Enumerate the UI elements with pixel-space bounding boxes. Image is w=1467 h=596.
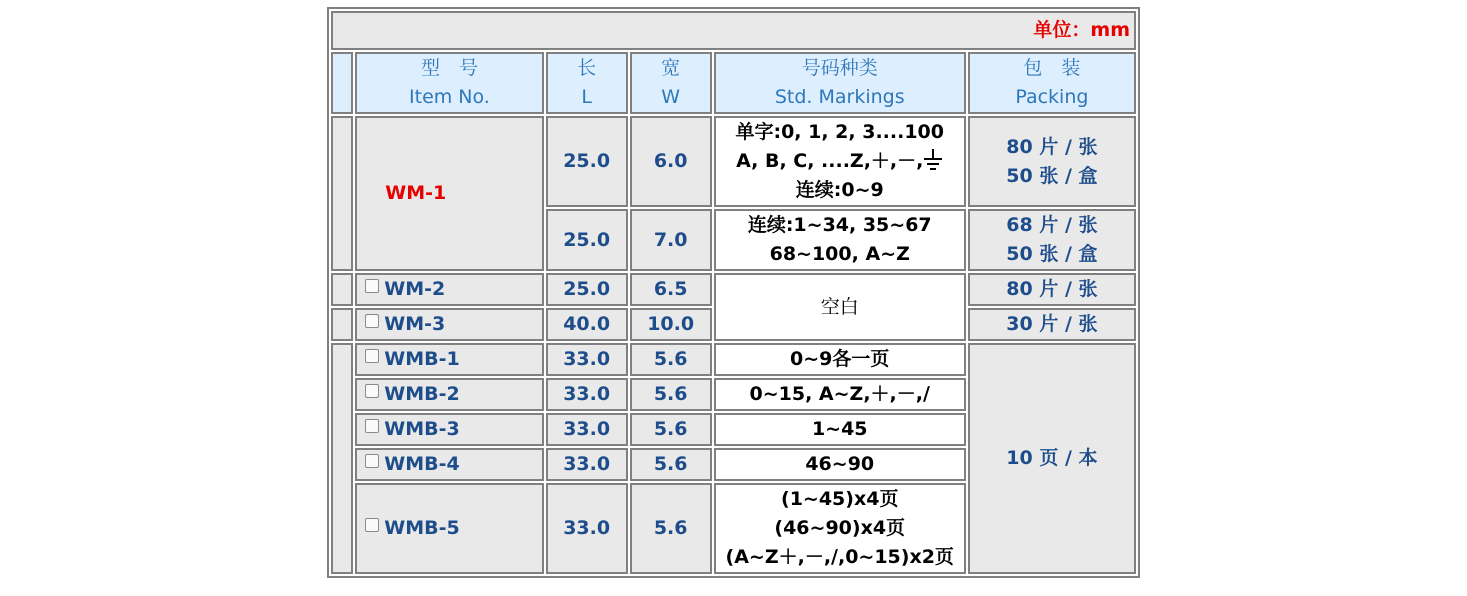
header-length xyxy=(546,52,628,114)
header-packing-cn: 包 装 xyxy=(1023,57,1081,79)
item-label: WM-2 xyxy=(384,278,446,300)
header-markings xyxy=(714,52,966,114)
header-item-cn: 型 号 xyxy=(420,57,478,79)
packing-cell xyxy=(968,116,1136,207)
row-spacer xyxy=(331,273,353,306)
length-cell: 40.0 xyxy=(546,308,628,341)
marking-line: 单字:0, 1, 2, 3....100 xyxy=(735,121,944,143)
checkbox-icon[interactable] xyxy=(365,349,379,363)
item-wmb3[interactable] xyxy=(355,413,543,446)
packing-cell: 30 片 / 张 xyxy=(968,308,1136,341)
checkbox-icon[interactable] xyxy=(365,518,379,532)
packing-cell xyxy=(968,209,1136,271)
item-wmb2[interactable] xyxy=(355,378,543,411)
checkbox-icon[interactable] xyxy=(365,419,379,433)
header-item-en: Item No. xyxy=(409,86,490,108)
marking-text: A, B, C, ....Z,＋,－, xyxy=(736,150,924,172)
header-packing-en: Packing xyxy=(1015,86,1089,108)
width-cell: 5.6 xyxy=(630,343,712,376)
markings-cell xyxy=(714,483,966,574)
length-cell: 33.0 xyxy=(546,483,628,574)
length-cell: 25.0 xyxy=(546,273,628,306)
markings-cell: 0~9各一页 xyxy=(714,343,966,376)
row-spacer xyxy=(331,343,353,574)
width-cell: 10.0 xyxy=(630,308,712,341)
table-row-wmb1 xyxy=(331,343,1136,376)
unit-label: 单位：mm xyxy=(331,11,1136,50)
item-label: WMB-4 xyxy=(384,453,460,475)
item-wm2[interactable] xyxy=(355,273,543,306)
item-label: WMB-1 xyxy=(384,348,460,370)
checkbox-icon[interactable] xyxy=(365,454,379,468)
packing-line: 68 片 / 张 xyxy=(1006,214,1098,236)
packing-line: 50 张 / 盒 xyxy=(1006,243,1098,265)
length-cell: 33.0 xyxy=(546,378,628,411)
item-label: WM-3 xyxy=(384,313,446,335)
packing-line: 50 张 / 盒 xyxy=(1006,164,1098,187)
markings-cell: 1~45 xyxy=(714,413,966,446)
spec-table-container xyxy=(327,7,1140,578)
length-cell: 25.0 xyxy=(546,116,628,207)
markings-cell xyxy=(714,116,966,207)
header-item-no xyxy=(355,52,543,114)
item-wm3[interactable] xyxy=(355,308,543,341)
item-wmb1[interactable] xyxy=(355,343,543,376)
length-cell: 33.0 xyxy=(546,413,628,446)
marking-line: 连续:1~34, 35~67 xyxy=(747,214,932,236)
width-cell: 5.6 xyxy=(630,378,712,411)
width-cell: 6.5 xyxy=(630,273,712,306)
marking-line: 68~100, A~Z xyxy=(769,243,910,265)
spec-table xyxy=(327,7,1140,578)
length-cell: 33.0 xyxy=(546,448,628,481)
packing-line: 80 片 / 张 xyxy=(1006,135,1098,158)
length-cell: 25.0 xyxy=(546,209,628,271)
item-label: WMB-3 xyxy=(384,418,460,440)
header-spacer xyxy=(331,52,353,114)
checkbox-icon[interactable] xyxy=(365,314,379,328)
checkbox-icon[interactable] xyxy=(365,384,379,398)
header-markings-en: Std. Markings xyxy=(774,86,905,108)
item-wmb5[interactable] xyxy=(355,483,543,574)
marking-line xyxy=(716,147,964,176)
item-label: WMB-2 xyxy=(384,383,460,405)
markings-cell-blank: 空白 xyxy=(714,273,966,341)
header-row xyxy=(331,52,1136,114)
row-spacer xyxy=(331,308,353,341)
header-length-en: L xyxy=(581,86,592,108)
markings-cell: 0~15, A~Z,＋,－,∕ xyxy=(714,378,966,411)
header-packing xyxy=(968,52,1136,114)
item-label: WMB-5 xyxy=(384,517,460,539)
packing-cell: 80 片 / 张 xyxy=(968,273,1136,306)
width-cell: 7.0 xyxy=(630,209,712,271)
marking-line: (46~90)x4页 xyxy=(774,517,906,539)
width-cell: 6.0 xyxy=(630,116,712,207)
header-markings-cn: 号码种类 xyxy=(801,57,878,79)
packing-cell-wmb: 10 页 / 本 xyxy=(968,343,1136,574)
ground-icon xyxy=(923,149,943,171)
marking-line: 连续:0~9 xyxy=(795,179,884,201)
width-cell: 5.6 xyxy=(630,483,712,574)
marking-line: (A~Z＋,－,∕,0~15)x2页 xyxy=(725,546,954,568)
item-wm1: WM-1 xyxy=(355,116,543,271)
length-cell: 33.0 xyxy=(546,343,628,376)
header-length-cn: 长 xyxy=(577,57,597,79)
header-width-en: W xyxy=(661,86,681,108)
header-width xyxy=(630,52,712,114)
header-width-cn: 宽 xyxy=(661,57,681,79)
unit-row xyxy=(331,11,1136,50)
marking-line: (1~45)x4页 xyxy=(781,488,899,510)
width-cell: 5.6 xyxy=(630,448,712,481)
checkbox-icon[interactable] xyxy=(365,279,379,293)
row-spacer xyxy=(331,116,353,271)
item-wmb4[interactable] xyxy=(355,448,543,481)
width-cell: 5.6 xyxy=(630,413,712,446)
markings-cell xyxy=(714,209,966,271)
table-row-wm2 xyxy=(331,273,1136,306)
markings-cell: 46~90 xyxy=(714,448,966,481)
table-row-wm1-a xyxy=(331,116,1136,207)
